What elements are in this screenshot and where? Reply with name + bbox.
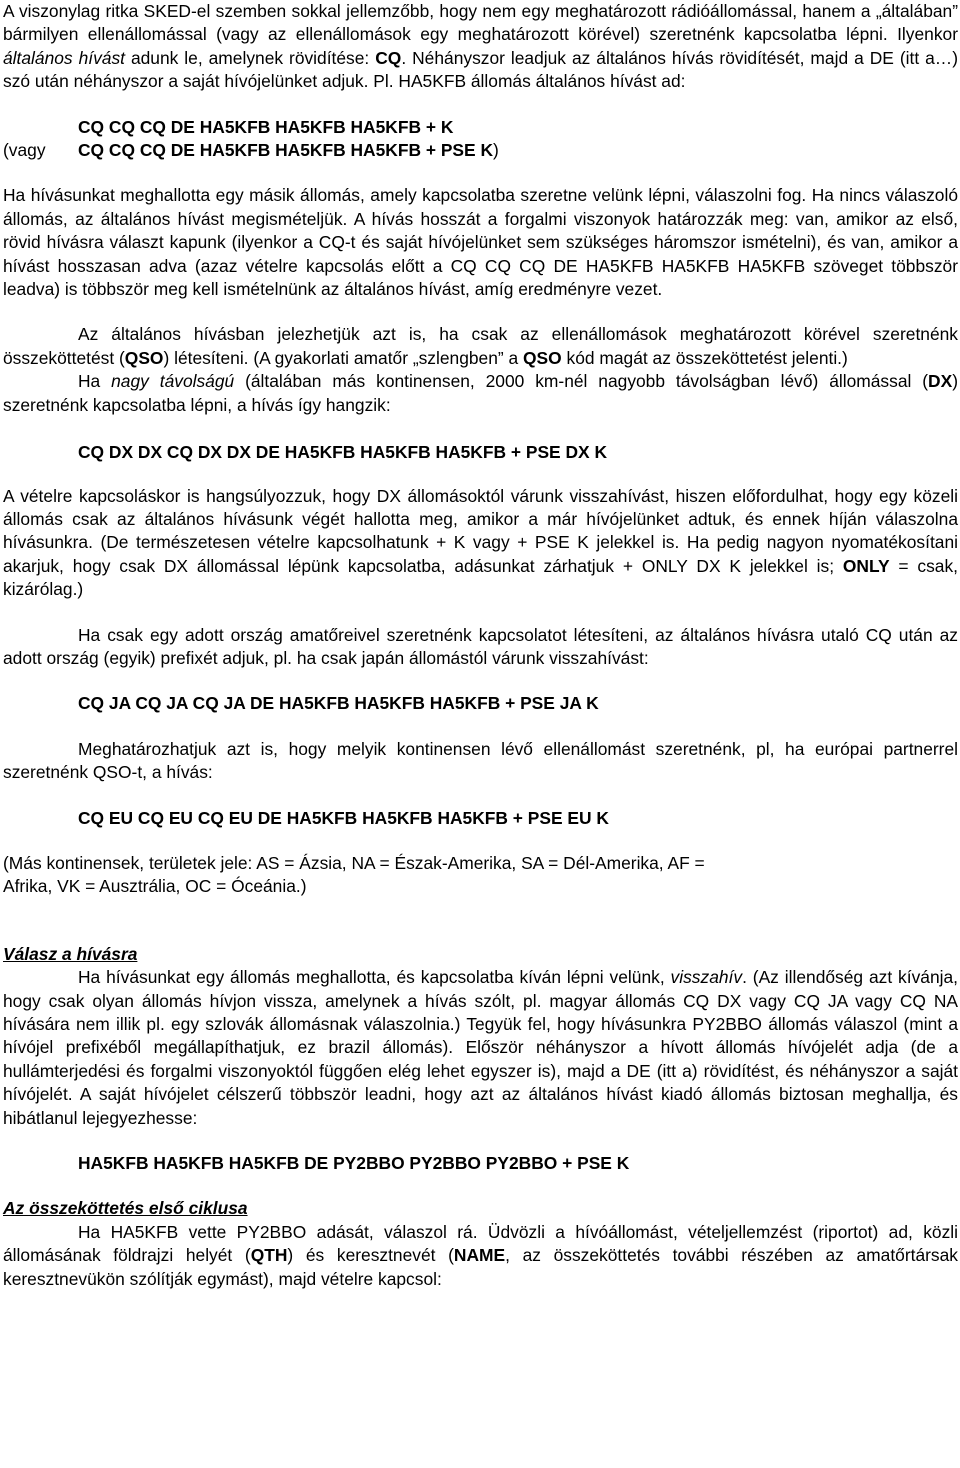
call-example-cq-pse-k bbox=[3, 139, 958, 162]
section-heading-reply: Válasz a hívásra bbox=[3, 943, 138, 964]
call-example-dx: CQ DX DX CQ DX DX DE HA5KFB HA5KFB HA5KFB + PSE DX K bbox=[78, 442, 608, 463]
spacer bbox=[3, 602, 958, 624]
spacer bbox=[3, 417, 958, 441]
paragraph-continent: Meghatározhatjuk azt is, hogy melyik kontinensen lévő ellenállomást szeretnénk, pl, ha európai partnerrel szeretnénk QSO-t, a hívás: bbox=[3, 738, 958, 783]
paragraph-general-call-intro bbox=[3, 0, 958, 94]
call-example-ja: CQ JA CQ JA CQ JA DE HA5KFB HA5KFB HA5KFB + PSE JA K bbox=[78, 693, 599, 714]
emphasis-text: nagy távolságú bbox=[111, 371, 235, 392]
text-run: adunk le, amelynek rövidítése: bbox=[124, 47, 376, 68]
bold-text: QSO bbox=[124, 347, 164, 368]
text-run: ) létesíteni. (A gyakorlati amatőr „szlengben” a bbox=[163, 347, 524, 368]
spacer bbox=[3, 162, 958, 184]
text-run: Ha bbox=[78, 371, 112, 392]
spacer bbox=[3, 465, 958, 485]
paragraph-country-prefix: Ha csak egy adott ország amatőreivel szeretnénk kapcsolatot létesíteni, az általános hívásra utaló CQ után az adott ország (egyik) prefixét adjuk, pl. ha csak japán állomástól várunk visszahívást: bbox=[3, 624, 958, 668]
text-run: (általában más kontinensen, 2000 km-nél nagyobb távolságban lévő) állomással ( bbox=[234, 371, 929, 392]
spacer bbox=[3, 94, 958, 116]
bold-text: DX bbox=[928, 371, 953, 392]
call-example-reply: HA5KFB HA5KFB HA5KFB DE PY2BBO PY2BBO PY2BBO + PSE K bbox=[78, 1153, 630, 1174]
paragraph-dx bbox=[3, 370, 958, 417]
paragraph-first-cycle bbox=[3, 1221, 958, 1291]
paragraph-reply bbox=[3, 966, 958, 1130]
text-run: Ha HA5KFB vette PY2BBO adását, válaszol rá. Üdvözli a hívóállomást, vételjellemzést (riportot) ad, közli állomásának földrajzi helyét ( bbox=[3, 1221, 958, 1266]
paragraph-qso bbox=[3, 323, 958, 370]
text-line: Afrika, VK = Ausztrália, OC = Óceánia.) bbox=[3, 876, 307, 897]
closing-paren: ) bbox=[493, 140, 499, 161]
call-example-eu: CQ EU CQ EU CQ EU DE HA5KFB HA5KFB HA5KFB + PSE EU K bbox=[78, 807, 609, 828]
text-line: (Más kontinensek, területek jele: AS = Ázsia, NA = Észak-Amerika, SA = Dél-Amerika, AF = bbox=[3, 852, 705, 873]
spacer bbox=[3, 670, 958, 692]
document-page bbox=[3, 0, 958, 1291]
emphasis-text: visszahív bbox=[670, 967, 743, 988]
call-example-cq-k: CQ CQ CQ DE HA5KFB HA5KFB HA5KFB + K bbox=[78, 116, 454, 137]
text-run: . (Az illendőség azt kívánja, hogy csak olyan állomás hívjon vissza, amelynek a hívás szólt, pl. magyar állomás CQ DX vagy CQ JA vagy CQ NA hívására nem illik pl. egy szlovák állomásnak válaszolnia.) Tegyük fel, hogy hívásunkra PY2BBO állomás válaszol (mint a hívójel prefixéből megállapíthatjuk, ez brazil állomás). Először néhányszor a hívott állomás hívójelét adja (de a hullámterjedési és forgalmi viszonyoktól függően elég lehet egyszer is), majd a DE (itt a) rövidítést, és néhányszor a saját hívójelét. A saját hívójelet célszerű többször leadni, hogy azt az általános hívást kiadó állomás biztosan meghallja, és hibátlanul lejegyezhesse: bbox=[3, 967, 958, 1128]
emphasis-text: általános hívást bbox=[3, 47, 125, 68]
call-text: CQ CQ CQ DE HA5KFB HA5KFB HA5KFB + PSE K bbox=[78, 140, 494, 161]
text-run: Az általános hívásban jelezhetjük azt is, ha csak az ellenállomások meghatározott körével szeretnénk összeköttetést ( bbox=[3, 324, 958, 368]
text-run: A vételre kapcsoláskor is hangsúlyozzuk, hogy DX állomásoktól várunk visszahívást, hiszen előfordulhat, hogy egy közeli állomás csak az általános hívásunk végét hallotta meg, amikor a már hívójelünket adtuk, és ennek híján válaszolna hívásunkra. (De természetesen vételre kapcsolhatunk + K vagy + PSE K jelekkel is. Ha pedig nagyon nyomatékosítani akarjuk, hogy csak DX állomással lépünk kapcsolatba, adásunkat zárhatjuk + ONLY DX K jelekkel is; bbox=[3, 485, 958, 576]
text-run: ) szeretnénk kapcsolatba lépni, a hívás így hangzik: bbox=[3, 371, 959, 415]
text-run: A viszonylag ritka SKED-el szemben sokkal jellemzőbb, hogy nem egy meghatározott rádióállomással, hanem a „általában” bármilyen ellenállomással (vagy az ellenállomások egy meghatározott körével) szeretnénk kapcsolatba lépni. Ilyenkor bbox=[3, 1, 958, 45]
text-run: Ha hívásunkat egy állomás meghallotta, és kapcsolatba kíván lépni velünk, bbox=[78, 967, 671, 988]
text-run: . Néhányszor leadjuk az általános hívás rövidítését, majd a DE (itt a…) szó után néhányszor a saját hívójelünket adjuk. Pl. HA5KFB állomás általános hívást ad: bbox=[3, 47, 958, 92]
bold-text: CQ bbox=[375, 47, 402, 68]
text-run: , az összeköttetés további részében az amatőrtársak keresztnevükön szólítják egymást), majd vételre kapcsol: bbox=[3, 1245, 958, 1289]
spacer bbox=[3, 830, 958, 852]
spacer bbox=[3, 301, 958, 323]
paragraph-repeat-call: Ha hívásunkat meghallotta egy másik állomás, amely kapcsolatba szeretne velünk lépni, válaszolni fog. Ha nincs válaszoló állomás, az általános hívást megismételjük. A hívás hosszát a forgalmi viszonyok határozzák meg: van, amikor az első, rövid hívásra választ kapunk (ilyenkor a CQ-t és saját hívójelünket sem szükséges háromszor ismételni), és van, amikor a hívást hosszasan adva (azaz vételre kapcsolás előtt a CQ CQ CQ DE HA5KFB HA5KFB HA5KFB szöveget többször leadva) is többször meg kell ismételnünk az általános hívást, amíg eredményre vezet. bbox=[3, 185, 958, 300]
bold-text: QTH bbox=[250, 1245, 288, 1266]
alternative-label: (vagy bbox=[3, 140, 46, 161]
bold-text: QSO bbox=[523, 347, 562, 368]
section-heading-first-cycle: Az összeköttetés első ciklusa bbox=[3, 1198, 248, 1219]
spacer bbox=[3, 785, 958, 807]
paragraph-dx-emphasis bbox=[3, 485, 958, 602]
text-run: ) és keresztnevét ( bbox=[287, 1245, 454, 1266]
spacer bbox=[3, 1175, 958, 1197]
paragraph-continent-codes bbox=[3, 852, 958, 899]
spacer bbox=[3, 1130, 958, 1152]
bold-text: NAME bbox=[453, 1245, 506, 1266]
spacer bbox=[3, 716, 958, 738]
spacer bbox=[3, 899, 958, 943]
text-run: kód magát az összeköttetést jelenti.) bbox=[561, 347, 848, 368]
bold-text: ONLY bbox=[842, 555, 890, 576]
text-run: = csak, kizárólag.) bbox=[3, 555, 958, 600]
